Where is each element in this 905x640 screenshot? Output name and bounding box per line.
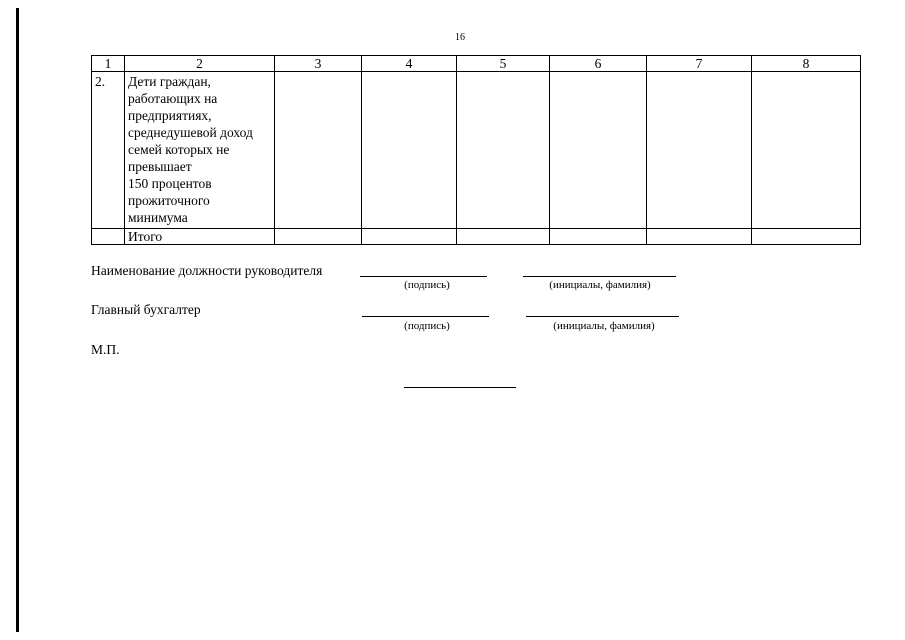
initials-caption: (инициалы, фамилия) <box>549 279 651 291</box>
column-header: 6 <box>550 56 647 72</box>
row-number: 2. <box>92 72 125 229</box>
end-of-document-line <box>404 387 516 388</box>
column-header: 7 <box>647 56 752 72</box>
table-cell <box>550 72 647 229</box>
table-cell <box>275 229 362 245</box>
column-header: 8 <box>752 56 861 72</box>
table-cell <box>457 229 550 245</box>
accountant-label: Главный бухгалтер <box>91 302 201 317</box>
column-header: 2 <box>125 56 275 72</box>
table-cell <box>362 229 457 245</box>
report-table <box>91 55 861 245</box>
page-number: 16 <box>455 32 465 43</box>
table-cell <box>647 72 752 229</box>
column-header: 5 <box>457 56 550 72</box>
binding-margin-line <box>16 8 19 632</box>
table-cell <box>92 229 125 245</box>
table-cell <box>362 72 457 229</box>
table-cell <box>752 72 861 229</box>
table-cell <box>275 72 362 229</box>
table-cell <box>550 229 647 245</box>
table-row <box>92 72 861 229</box>
director-position-label: Наименование должности руководителя <box>91 263 323 278</box>
signature-caption: (подпись) <box>404 279 450 291</box>
director-signature-line <box>360 276 487 277</box>
column-header: 4 <box>362 56 457 72</box>
table-cell <box>457 72 550 229</box>
row-label: Дети граждан, работающих на предприятиях, среднедушевой доход семей которых не превышает 150 процентов прожиточного минимума <box>125 72 275 229</box>
total-row <box>92 229 861 245</box>
stamp-label: М.П. <box>91 342 120 357</box>
table-cell <box>752 229 861 245</box>
table-cell <box>647 229 752 245</box>
director-initials-line <box>523 276 676 277</box>
column-header: 3 <box>275 56 362 72</box>
total-label: Итого <box>125 229 275 245</box>
accountant-signature-line <box>362 316 489 317</box>
table-header-row <box>92 56 861 72</box>
accountant-initials-line <box>526 316 679 317</box>
initials-caption: (инициалы, фамилия) <box>553 320 655 332</box>
signature-caption: (подпись) <box>404 320 450 332</box>
column-header: 1 <box>92 56 125 72</box>
